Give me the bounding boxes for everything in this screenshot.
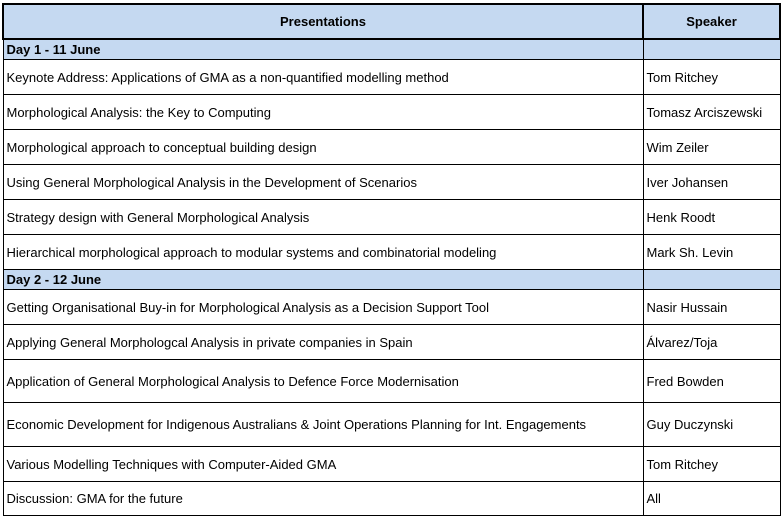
presentation-title: Strategy design with General Morphological Analysis (3, 200, 643, 235)
presentation-title: Application of General Morphological Analysis to Defence Force Modernisation (3, 360, 643, 403)
presentation-title: Morphological Analysis: the Key to Computing (3, 95, 643, 130)
presentation-title: Hierarchical morphological approach to modular systems and combinatorial modeling (3, 235, 643, 270)
day-row (3, 39, 780, 60)
presentations-column-header: Presentations (3, 4, 643, 39)
presentation-title: Various Modelling Techniques with Computer-Aided GMA (3, 447, 643, 482)
speaker-name: Iver Johansen (643, 165, 780, 200)
speaker-name: Mark Sh. Levin (643, 235, 780, 270)
speaker-name: Tom Ritchey (643, 60, 780, 95)
table-row (3, 482, 780, 516)
day-row (3, 270, 780, 290)
speaker-name: Wim Zeiler (643, 130, 780, 165)
presentation-title: Economic Development for Indigenous Australians & Joint Operations Planning for Int. Engagements (3, 403, 643, 447)
table-row (3, 200, 780, 235)
day-label: Day 2 - 12 June (3, 270, 643, 290)
speaker-name: All (643, 482, 780, 516)
table-header-row (3, 4, 780, 39)
table-row (3, 447, 780, 482)
presentation-title: Discussion: GMA for the future (3, 482, 643, 516)
table-row (3, 235, 780, 270)
table-row (3, 95, 780, 130)
table-row (3, 325, 780, 360)
presentation-title: Applying General Morphologcal Analysis in private companies in Spain (3, 325, 643, 360)
speaker-name: Álvarez/Toja (643, 325, 780, 360)
speaker-name: Fred Bowden (643, 360, 780, 403)
presentation-title: Morphological approach to conceptual building design (3, 130, 643, 165)
table-row (3, 60, 780, 95)
day-speaker-cell (643, 270, 780, 290)
table-row (3, 130, 780, 165)
presentation-title: Keynote Address: Applications of GMA as a non-quantified modelling method (3, 60, 643, 95)
speaker-name: Tom Ritchey (643, 447, 780, 482)
presentation-title: Using General Morphological Analysis in the Development of Scenarios (3, 165, 643, 200)
table-row (3, 290, 780, 325)
speaker-column-header: Speaker (643, 4, 780, 39)
speaker-name: Henk Roodt (643, 200, 780, 235)
presentation-title: Getting Organisational Buy-in for Morphological Analysis as a Decision Support Tool (3, 290, 643, 325)
day-label: Day 1 - 11 June (3, 39, 643, 60)
speaker-name: Guy Duczynski (643, 403, 780, 447)
day-speaker-cell (643, 39, 780, 60)
schedule-table (2, 3, 781, 516)
table-row (3, 165, 780, 200)
table-row (3, 403, 780, 447)
table-row (3, 360, 780, 403)
speaker-name: Tomasz Arciszewski (643, 95, 780, 130)
speaker-name: Nasir Hussain (643, 290, 780, 325)
